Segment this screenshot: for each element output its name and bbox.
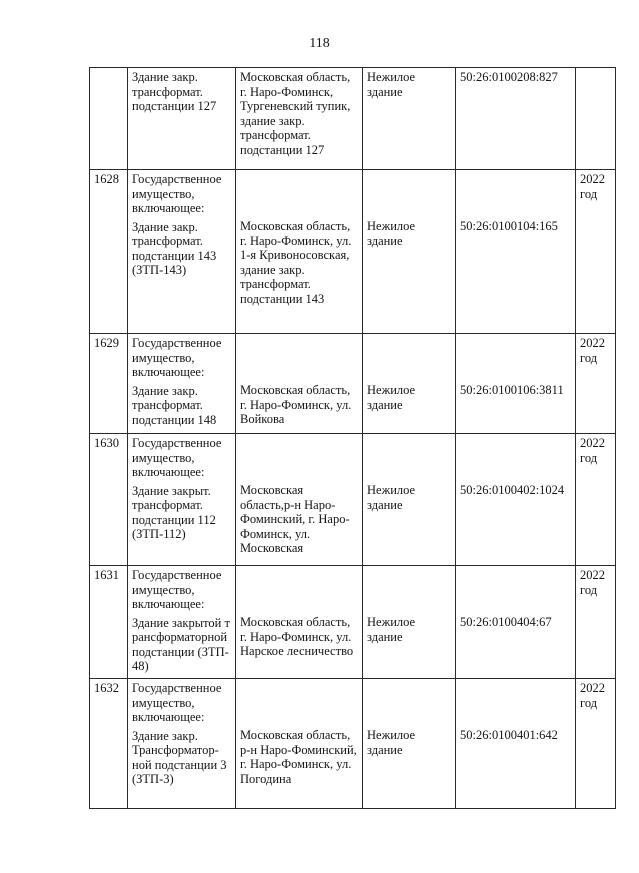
object-description-cell [128, 434, 236, 566]
page-number: 118 [309, 36, 330, 51]
table-row [90, 170, 616, 334]
group-header: Государственное имущество, включающее: [132, 568, 222, 611]
object-description-cell [128, 566, 236, 679]
object-description-cell [128, 170, 236, 334]
object-type-cell: Нежилое здание [363, 434, 456, 566]
row-number-cell: 1629 [90, 334, 128, 434]
object-type-cell: Нежилое здание [363, 566, 456, 679]
row-number-cell: 1628 [90, 170, 128, 334]
object-description-cell [128, 334, 236, 434]
group-header: Государственное имущество, включающее: [132, 172, 222, 215]
row-number-cell: 1632 [90, 679, 128, 809]
object-type-cell: Нежилое здание [363, 68, 456, 170]
year-cell: 2022 год [576, 434, 616, 566]
year-cell: 2022 год [576, 170, 616, 334]
year-cell: 2022 год [576, 566, 616, 679]
year-cell: 2022 год [576, 679, 616, 809]
cadastral-number-cell: 50:26:0100401:642 [456, 679, 576, 809]
cadastral-number-cell: 50:26:0100208:827 [456, 68, 576, 170]
cadastral-number-cell: 50:26:0100404:67 [456, 566, 576, 679]
address-cell: Московская область, г. Наро-Фоминск, ул. 1-я Кривоносовская, здание закр. трансформат. подстанции 143 [236, 170, 363, 334]
year-cell: 2022 год [576, 334, 616, 434]
object-name: Здание закр. Трансформатор-ной подстанции 3 (ЗТП-3) [132, 728, 227, 786]
cadastral-number-cell: 50:26:0100402:1024 [456, 434, 576, 566]
object-type-cell: Нежилое здание [363, 334, 456, 434]
object-type-cell: Нежилое здание [363, 679, 456, 809]
table-row [90, 434, 616, 566]
address-cell: Московская область, г. Наро-Фоминск, Тургеневский тупик, здание закр. трансформат. подстанции 127 [236, 68, 363, 170]
cadastral-number-cell: 50:26:0100104:165 [456, 170, 576, 334]
row-number-cell: 1631 [90, 566, 128, 679]
object-description-cell [128, 679, 236, 809]
address-cell: Московская область,р-н Наро-Фоминский, г. Наро-Фоминск, ул. Московская [236, 434, 363, 566]
object-name: Здание закр. трансформат. подстанции 143 (ЗТП-143) [132, 219, 217, 277]
group-header: Государственное имущество, включающее: [132, 681, 222, 724]
object-name: Здание закрыт. трансформат. подстанции 112 (ЗТП-112) [132, 483, 216, 541]
table-row [90, 679, 616, 809]
object-name: Здание закрытой трансформаторной подстанции (ЗТП-48) [132, 615, 230, 673]
address-cell: Московская область, р-н Наро-Фоминский, г. Наро-Фоминск, ул. Погодина [236, 679, 363, 809]
object-type-cell: Нежилое здание [363, 170, 456, 334]
address-cell: Московская область, г. Наро-Фоминск, ул. Войкова [236, 334, 363, 434]
property-registry-table [89, 67, 616, 809]
address-cell: Московская область, г. Наро-Фоминск, ул. Нарское лесничество [236, 566, 363, 679]
group-header: Государственное имущество, включающее: [132, 436, 222, 479]
table-row [90, 68, 616, 170]
table-row [90, 566, 616, 679]
row-number-cell [90, 68, 128, 170]
cadastral-number-cell: 50:26:0100106:3811 [456, 334, 576, 434]
group-header: Государственное имущество, включающее: [132, 336, 222, 379]
object-name: Здание закр. трансформат. подстанции 148 [132, 383, 217, 427]
row-number-cell: 1630 [90, 434, 128, 566]
object-name-cell: Здание закр. трансформат. подстанции 127 [128, 68, 236, 170]
table-row [90, 334, 616, 434]
year-cell [576, 68, 616, 170]
